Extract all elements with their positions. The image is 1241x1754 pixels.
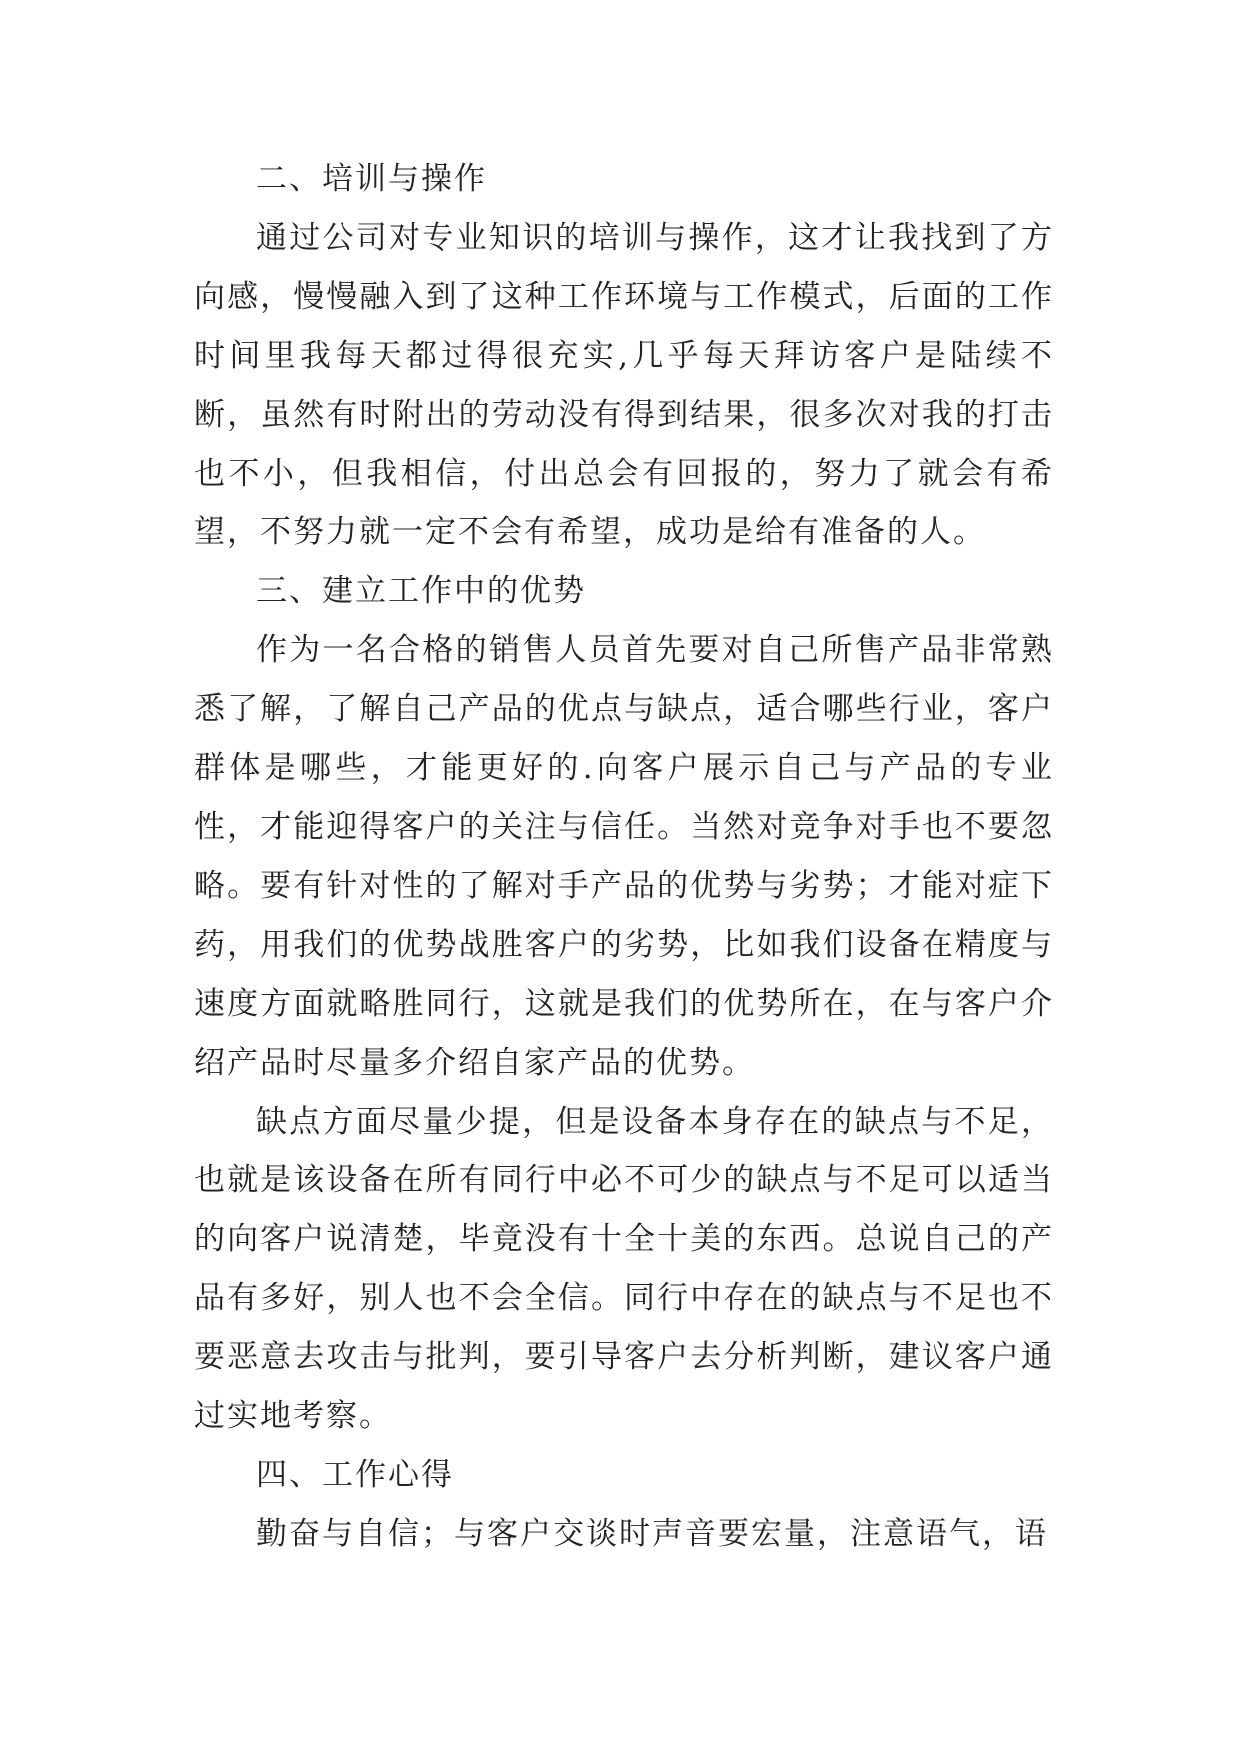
body-paragraph: 通过公司对专业知识的培训与操作，这才让我找到了方向感，慢慢融入到了这种工作环境与工作模式，后面的工作时间里我每天都过得很充实,几乎每天拜访客户是陆续不断，虽然有时附出的劳动没有得到结果，很多次对我的打击也不小，但我相信，付出总会有回报的，努力了就会有希望，不努力就一定不会有希望，成功是给有准备的人。 [194,219,1054,551]
document-body [194,150,1054,1564]
body-paragraph: 勤奋与自信；与客户交谈时声音要宏量，注意语气，语 [256,1515,1048,1552]
body-paragraph: 作为一名合格的销售人员首先要对自己所售产品非常熟悉了解，了解自己产品的优点与缺点，适合哪些行业，客户群体是哪些，才能更好的.向客户展示自己与产品的专业性，才能迎得客户的关注与信任。当然对竞争对手也不要忽略。要有针对性的了解对手产品的优势与劣势；才能对症下药，用我们的优势战胜客户的劣势，比如我们设备在精度与速度方面就略胜同行，这就是我们的优势所在，在与客户介绍产品时尽量多介绍自家产品的优势。 [194,632,1054,1081]
section-heading: 三、建立工作中的优势 [256,573,586,610]
section-heading: 二、培训与操作 [256,161,487,197]
section-heading: 四、工作心得 [256,1456,454,1493]
body-paragraph: 缺点方面尽量少提，但是设备本身存在的缺点与不足，也就是该设备在所有同行中必不可少的缺点与不足可以适当的向客户说清楚，毕竟没有十全十美的东西。总说自己的产品有多好，别人也不会全信。同行中存在的缺点与不足也不要恶意去攻击与批判，要引导客户去分析判断，建议客户通过实地考察。 [194,1103,1054,1435]
